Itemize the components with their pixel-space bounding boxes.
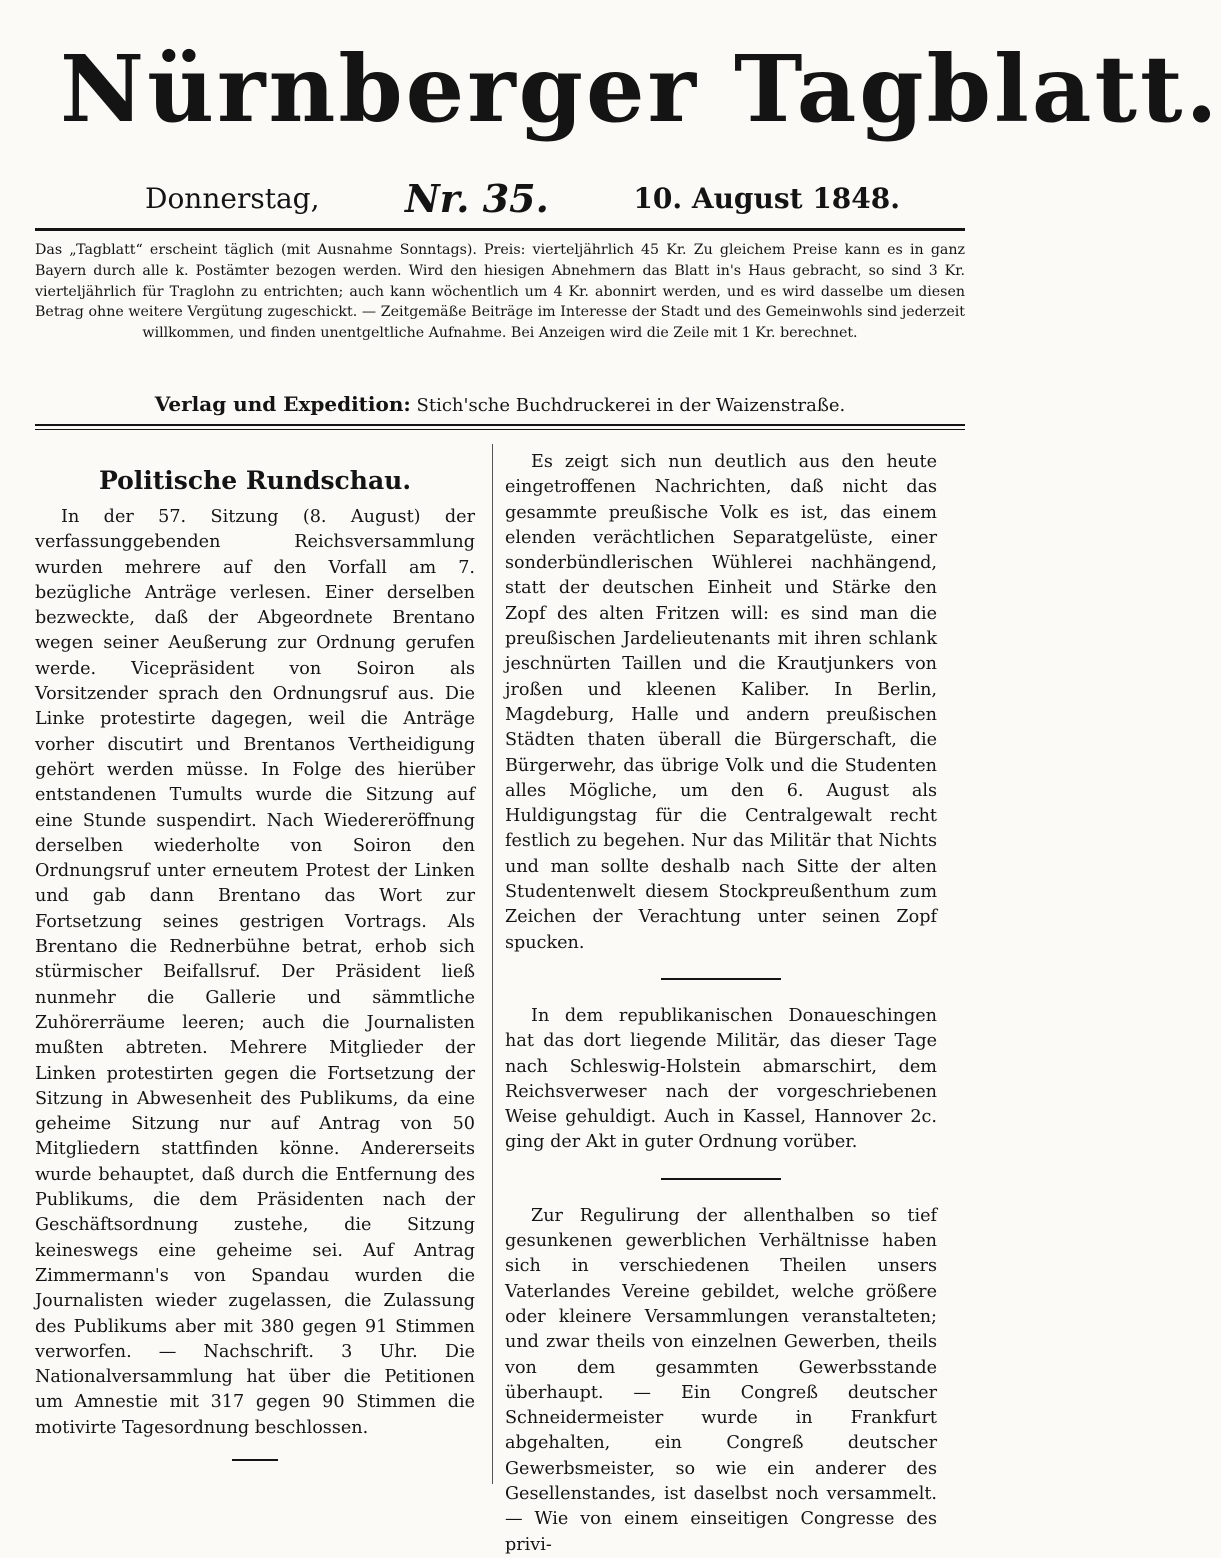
publisher-name: Stich'sche Buchdruckerei in der Waizenstraße.: [416, 395, 846, 416]
article-paragraph: Zur Regulirung der allenthalben so tief gesunkenen gewerblichen Verhältnisse haben sich in verschiedenen Theilen unsers Vaterlandes Vereine gebildet, welche größere oder kleinere Versammlungen veranstalteten; und zwar theils von einzelnen Gewerben, theils von dem gesammten Gewerbsstande überhaupt. — Ein Congreß deutscher Schneidermeister wurde in Frankfurt abgehalten, ein Congreß deutscher Gewerbsmeister, so wie ein anderer des Gesellenstandes, ist daselbst noch versammelt. — Wie von einem einseitigen Congresse des privi-: [505, 1205, 937, 1555]
left-column: [35, 450, 475, 1479]
issue-number: Nr. 35.: [405, 176, 549, 221]
header-divider: [35, 424, 965, 426]
article-separator: [232, 1459, 278, 1461]
column-divider: [492, 444, 493, 1484]
article-separator: [661, 978, 781, 980]
top-rule: [35, 228, 965, 231]
article-paragraph: In dem republikanischen Donaueschingen hat das dort liegende Militär, das dieser Tage nach Schleswig-Holstein abmarschirt, dem Reichsverweser nach der vorgeschriebenen Weise gehuldigt. Auch in Kassel, Hannover 2c. ging der Akt in guter Ordnung vorüber.: [505, 1005, 937, 1153]
section-heading: Politische Rundschau.: [98, 466, 412, 495]
dateline: [100, 176, 900, 220]
newspaper-title: Nürnberger Tagblatt.: [60, 35, 1221, 143]
publisher-label: Verlag und Expedition:: [154, 392, 411, 416]
issue-weekday: Donnerstag,: [145, 182, 320, 215]
header-divider-thin: [35, 429, 965, 430]
right-column: [505, 450, 937, 1558]
article-separator: [661, 1178, 781, 1180]
article-paragraph: Es zeigt sich nun deutlich aus den heute eingetroffenen Nachrichten, daß nicht das gesammte preußische Volk es ist, das einem elenden verächtlichen Separatgelüste, einer sonderbündlerischen Wühlerei nachhängend, statt der deutschen Einheit und Stärke den Zopf des alten Fritzen will: es sind man die preußischen Jardelieutenants mit ihren schlank jeschnürten Taillen und die Krautjunkers von jroßen und kleenen Kaliber. In Berlin, Magdeburg, Halle und andern preußischen Städten thaten überall die Bürgerschaft, die Bürgerwehr, das übrige Volk und die Studenten alles Mögliche, um den 6. August als Huldigungstag für die Centralgewalt recht festlich zu begehen. Nur das Militär that Nichts und man sollte deshalb nach Sitte der alten Studentenwelt diesem Stockpreußenthum zum Zeichen der Verachtung unter seinen Zopf spucken.: [505, 452, 937, 953]
publisher-line: [35, 392, 965, 416]
subscription-notice: Das „Tagblatt“ erscheint täglich (mit Ausnahme Sonntags). Preis: vierteljährlich 45 Kr. Zu gleichem Preise kann es in ganz Bayern durch alle k. Postämter bezogen werden. Wird den hiesigen Abnehmern das Blatt in's Haus gebracht, so sind 3 Kr. vierteljährlich für Traglohn zu entrichten; auch kann wöchentlich um 4 Kr. abonnirt werden, und es wird dasselbe um diesen Betrag ohne weitere Vergütung zugeschickt. — Zeitgemäße Beiträge im Interesse der Stadt und des Gemeinwohls sind jederzeit willkommen, und finden unentgeltliche Aufnahme. Bei Anzeigen wird die Zeile mit 1 Kr. berechnet.: [35, 242, 965, 342]
issue-date: 10. August 1848.: [633, 182, 900, 215]
article-paragraph: In der 57. Sitzung (8. August) der verfassunggebenden Reichsversammlung wurden mehrere auf den Vorfall am 7. bezügliche Anträge verlesen. Einer derselben bezweckte, daß der Abgeordnete Brentano wegen seiner Aeußerung zur Ordnung gerufen werde. Vicepräsident von Soiron als Vorsitzender sprach den Ordnungsruf aus. Die Linke protestirte dagegen, weil die Anträge vorher discutirt und Brentanos Vertheidigung gehört werden müsse. In Folge des hierüber entstandenen Tumults wurde die Sitzung auf eine Stunde suspendirt. Nach Wiedereröffnung derselben wiederholte von Soiron den Ordnungsruf unter erneutem Protest der Linken und gab dann Brentano das Wort zur Fortsetzung seines gestrigen Vortrags. Als Brentano die Rednerbühne betrat, erhob sich stürmischer Beifallsruf. Der Präsident ließ nunmehr die Gallerie und sämmtliche Zuhörerräume leeren; auch die Journalisten mußten abtreten. Mehrere Mitglieder der Linken protestirten gegen die Fortsetzung der Sitzung in Abwesenheit des Publikums, da eine geheime Sitzung nur auf Antrag von 50 Mitgliedern stattfinden könne. Andererseits wurde behauptet, daß durch die Entfernung des Publikums, die dem Präsidenten nach der Geschäftsordnung zustehe, die Sitzung keineswegs eine geheime sei. Auf Antrag Zimmermann's von Spandau wurden die Journalisten wieder zugelassen, die Zulassung des Publikums aber mit 380 gegen 91 Stimmen verworfen. — Nachschrift. 3 Uhr. Die Nationalversammlung hat über die Petitionen um Amnestie mit 317 gegen 90 Stimmen die motivirte Tagesordnung beschlossen.: [35, 507, 475, 1438]
